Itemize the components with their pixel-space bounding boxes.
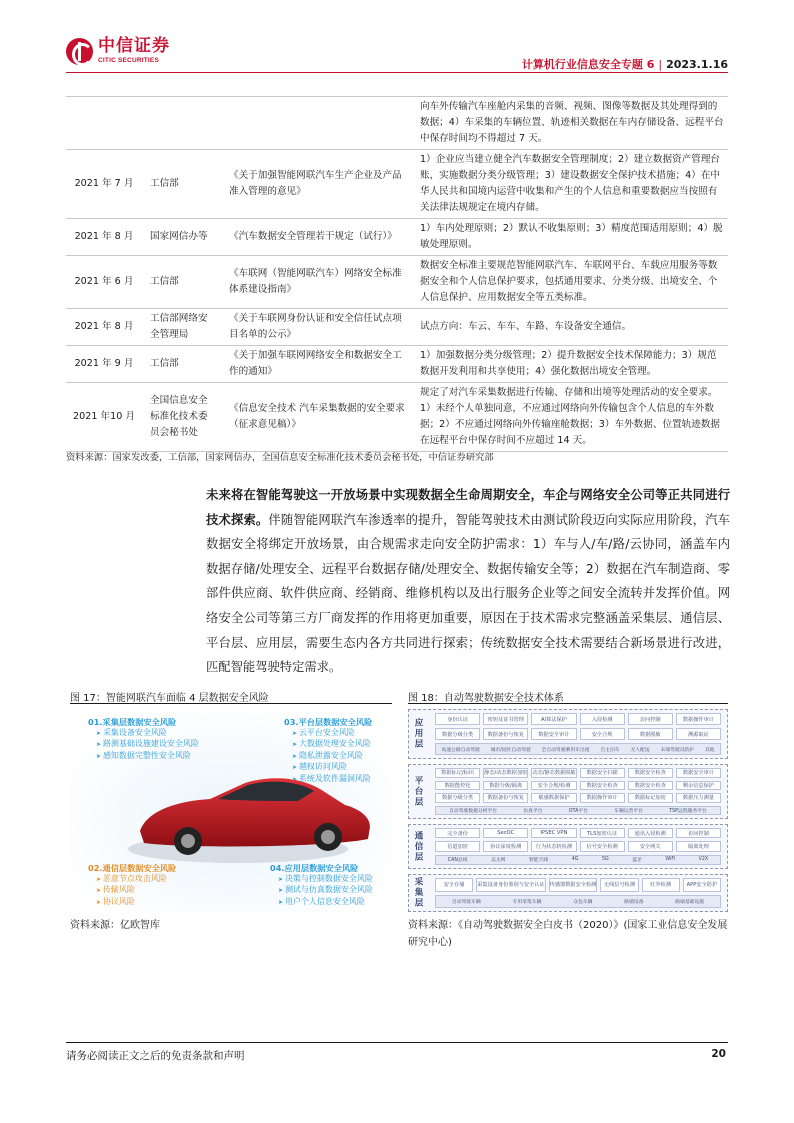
body-paragraph (206, 483, 730, 680)
risk-item: ➤ 测试与仿真数据安全风险 (278, 885, 373, 897)
fig17-figure (70, 709, 392, 913)
technology-cell: 数据分级/隔离 (483, 781, 528, 791)
technology-cell: 数据压力测量 (676, 793, 721, 803)
risk-item: ➤ 协议风险 (96, 897, 176, 909)
technology-cell: 安全合规 (580, 728, 625, 740)
technology-cell: 身份认证 (435, 713, 480, 725)
scenario-item: 4G (571, 857, 579, 863)
risk-item: ➤ 越权访问风险 (292, 762, 372, 774)
row-content: 1）车内处理原则；2）默认不收集原则；3）精度范围适用原则；4）脱敏处理原则。 (410, 219, 728, 256)
technology-cell: 无线信号检测 (600, 878, 638, 892)
table-row (66, 219, 728, 256)
row-date: 2021 年 8 月 (66, 309, 142, 346)
risk-item: ➤ 云平台安全风险 (292, 728, 372, 740)
technology-cell: 安全网关 (628, 841, 673, 851)
scenario-item: 众包车辆 (573, 899, 593, 905)
row-policy: 《信息安全技术 汽车采集数据的安全要求（征求意见稿）》 (221, 383, 410, 452)
risk-item: ➤ 隐私泄露安全风险 (292, 751, 372, 763)
scenario-item: 其他 (704, 747, 715, 753)
technology-cell: 完全备份 (435, 828, 480, 838)
scenario-item: V2X (698, 857, 709, 863)
technology-cell: 协议深度检测 (483, 841, 528, 851)
row-policy: 《车联网（智能网联汽车）网络安全标准体系建设指南》 (221, 256, 410, 309)
architecture-layer (408, 709, 728, 759)
risk-group (88, 717, 199, 762)
scenario-band (435, 743, 721, 755)
scenario-band (435, 855, 721, 865)
layer-label: 采集层 (413, 877, 423, 909)
scenario-item: OTA平台 (568, 808, 588, 814)
row-department: 工信部 (142, 346, 221, 383)
table-row (66, 346, 728, 383)
technology-cell: 数据标记/标识 (435, 768, 480, 778)
layer-label: 平台层 (413, 775, 423, 808)
row-policy: 《关于加强智能网联汽车生产企业及产品准入管理的意见》 (221, 150, 410, 219)
scenario-item: 以太网 (491, 858, 506, 864)
row-department: 全国信息安全标准化技术委员会秘书处 (142, 383, 221, 452)
row-policy: 《汽车数据安全管理若干规定（试行）》 (221, 219, 410, 256)
scenario-item: 城市/园区自动驾驶 (490, 747, 531, 753)
technology-cell: 数据操作审计 (580, 793, 625, 803)
row-department: 工信部网络安全管理局 (142, 309, 221, 346)
table-row (66, 256, 728, 309)
header-separator: | (658, 58, 663, 71)
scenario-item: 路端基础设施 (675, 899, 705, 905)
table-row (66, 383, 728, 452)
row-policy: 《关于加强车联网网络安全和数据安全工作的通知》 (221, 346, 410, 383)
scenario-item: TSP远程服务平台 (669, 808, 707, 814)
scenario-item: WiFi (665, 857, 676, 863)
risk-item: ➤ 用户个人信息安全风险 (278, 897, 373, 909)
row-department: 国家网信办等 (142, 219, 221, 256)
scenario-item: 智能天线 (528, 858, 549, 864)
row-content: 1）企业应当建立健全汽车数据安全管理制度；2）建立数据资产管理台账，实施数据分类分级管理；3）建设数据安全保护技术措施；4）在中华人民共和国境内运营中收集和产生的个人信息和重要数据应当按照有关法律法规规定在境内存储。 (410, 150, 728, 219)
risk-item: ➤ 恶意节点攻击风险 (96, 874, 176, 886)
row-content: 向车外传输汽车座舱内采集的音频、视频、图像等数据及其处理得到的数据；4）车采集的车辆位置、轨迹相关数据在车内存储设备、远程平台中保存时间均不得超过 7 天。 (410, 97, 728, 150)
risk-item: ➤ 路测基础设施建设安全风险 (96, 739, 199, 751)
page-number: 20 (711, 1048, 726, 1060)
technology-cell: 剩余信息保护 (676, 781, 721, 791)
header-rule (66, 72, 728, 73)
table-row (66, 97, 728, 150)
citic-logo-icon (66, 38, 93, 65)
technology-cell: 数据脱敏 (628, 728, 673, 740)
row-content: 1）加强数据分类分级管理；2）提升数据安全技术保障能力；3）规范数据开发利用和共享使用；4）强化数据出境安全管理。 (410, 346, 728, 383)
row-department: 工信部 (142, 150, 221, 219)
architecture-layer (408, 764, 728, 819)
logo-chinese-name: 中信证券 (98, 36, 170, 57)
fig18-rule (408, 703, 728, 704)
table-row (66, 309, 728, 346)
technology-cell: 行为状态机检测 (531, 841, 576, 851)
report-header (522, 56, 728, 72)
scenario-band (435, 895, 721, 909)
technology-cell: 数据安全扫描 (580, 768, 625, 778)
technology-cell: 数据能控化 (435, 781, 480, 791)
scenario-item: 蓝牙 (632, 858, 642, 864)
technology-cell: 密钥及证书管理 (483, 713, 528, 725)
row-date: 2021 年10 月 (66, 383, 142, 452)
paragraph-text: 伴随智能网联汽车渗透率的提升，智能驾驶技术由测试阶段迈向实际应用阶段，汽车数据安全将绑定开放场景，由合规需求走向安全防护需求：1）车与人/车/路/云协同，涵盖车内数据存储/处理安全、远程平台数据存储/处理安全、数据传输安全等；2）数据在汽车制造商、零部件供应商、软件供应商、经销商、维修机构以及出行服务企业等之间安全流转并发挥价值。网络安全公司等第三方厂商发挥的作用将更加重要，原因在于技术需求完整涵盖采集层、通信层、平台层、应用层，需要生态内各方共同进行探索；传统数据安全技术需要结合新场景进行改进，匹配智能驾驶特定需求。 (206, 512, 730, 675)
report-title: 计算机行业信息安全专题 6 (521, 58, 655, 71)
technology-cell: 数据安全审计 (531, 728, 576, 740)
scenario-item: 专用采集车辆 (512, 899, 542, 905)
technology-cell: 信号安全检测 (580, 841, 625, 851)
technology-cell: 访问控制 (628, 713, 673, 725)
risk-item: ➤ 采集设备安全风险 (96, 728, 199, 740)
fig18-figure (408, 709, 728, 913)
row-date: 2021 年 7 月 (66, 150, 142, 219)
technology-cell: 动态/静态数据脱敏 (531, 768, 576, 778)
row-date: 2021 年 8 月 (66, 219, 142, 256)
layer-label: 应用层 (413, 718, 423, 750)
risk-group-title: 03.平台层数据安全风险 (284, 717, 373, 727)
risk-group-title: 02.通信层数据安全风险 (88, 863, 177, 873)
report-date: 2023.1.16 (666, 58, 728, 71)
row-content: 数据安全标准主要规范智能网联汽车、车联网平台、车载应用服务等数据安全和个人信息保护要求，包括通用要求、分类分级、出境安全、个人信息保护、应用数据安全等五类标准。 (410, 256, 728, 309)
scenario-item: CAN总线 (447, 858, 468, 864)
scenario-item: 自动驾驶数据分析平台 (449, 808, 498, 814)
row-content: 规定了对汽车采集数据进行传输、存储和出境等处理活动的安全要求。1）未经个人单独同意，不应通过网络向外传输包含个人信息的车外数据；2）不应通过网络向外传输座舱数据；3）车外数据、位置轨迹数据在远程平台中保存时间不应超过 14 天。 (410, 383, 728, 452)
technology-cell: 通讯入侵检测 (628, 828, 673, 838)
technology-cell: 数据分级分类 (435, 793, 480, 803)
row-date: 2021 年 9 月 (66, 346, 142, 383)
risk-group (284, 717, 372, 785)
row-date: 2021 年 6 月 (66, 256, 142, 309)
fig17-rule (70, 703, 392, 704)
technology-cell: TLS加密认证 (580, 828, 625, 838)
technology-cell: 安全存储 (435, 878, 473, 892)
scenario-item: 无人配送 (630, 747, 650, 753)
citic-logo (66, 38, 170, 65)
technology-cell: 数据备份与恢复 (483, 793, 528, 803)
row-policy: 《关于车联网身份认证和安全信任试点项目名单的公示》 (221, 309, 410, 346)
technology-cell: IPSEC VPN (531, 828, 576, 838)
architecture-layer (408, 824, 728, 869)
technology-cell: 数据安全审计 (676, 768, 721, 778)
risk-item: ➤ 感知数据完整性安全风险 (96, 751, 199, 763)
technology-cell: 数据操作审计 (676, 713, 721, 725)
technology-cell: 静态/动态数据加密 (483, 768, 528, 778)
layer-label: 通信层 (413, 830, 423, 863)
technology-cell: SecOC (483, 828, 528, 838)
technology-cell: 数据备份与恢复 (483, 728, 528, 740)
risk-group-title: 04.应用层数据安全风险 (270, 863, 359, 873)
scenario-item: 高速公路自动驾驶 (441, 747, 480, 753)
technology-cell: 采集设备身份鉴别与安全认证 (476, 878, 545, 892)
row-department (142, 97, 221, 150)
fig18-source: 资料来源：《自动驾驶数据安全白皮书（2020）》(国家工业信息安全发展研究中心) (408, 920, 728, 948)
table-row (66, 150, 728, 219)
technology-cell: 访问控制 (676, 828, 721, 838)
technology-cell: 安全合规/检测 (531, 781, 576, 791)
paragraph-lead: 未来将在智能驾驶这一开放场景中实现数据全生命周期安全，车企与网络安全公司等正共同进行技术探索。 (206, 488, 730, 527)
table-source: 资料来源：国家发改委，工信部，国家网信办，全国信息安全标准化技术委员会秘书处，中信证券研究部 (66, 452, 494, 463)
footer-rule (66, 1042, 728, 1043)
technology-cell: 数据标记加密 (628, 793, 673, 803)
scenario-item: 末端驾驶员防护 (660, 747, 695, 753)
risk-item: ➤ 决策与控制数据安全风险 (278, 874, 373, 886)
risk-group (270, 863, 373, 908)
technology-cell: 传感器数据安全检测 (549, 878, 598, 892)
technology-cell: 红外检测 (642, 878, 680, 892)
architecture-layer (408, 874, 728, 912)
logo-english-name: CITIC SECURITIES (98, 57, 159, 65)
scenario-item: 全自动驾驶乘用车出租 (541, 747, 590, 753)
technology-cell: 数据安全检查 (628, 768, 673, 778)
risk-item: ➤ 系统及软件漏洞风险 (292, 774, 372, 786)
technology-cell: 入侵检测 (580, 713, 625, 725)
technology-cell: 溯源取证 (676, 728, 721, 740)
technology-cell: 数据分级分类 (435, 728, 480, 740)
scenario-item: 自动驾驶车辆 (451, 899, 481, 905)
scenario-item: 自主泊车 (600, 747, 620, 753)
footer-disclaimer: 请务必阅读正文之后的免责条款和声明 (66, 1050, 245, 1062)
row-content: 试点方向：车云、车车、车路、车设备安全通信。 (410, 309, 728, 346)
scenario-band (435, 806, 721, 816)
technology-cell: 隔离处理 (676, 841, 721, 851)
technology-cell: 数据安全检查 (580, 781, 625, 791)
row-department: 工信部 (142, 256, 221, 309)
risk-item: ➤ 传输风险 (96, 885, 176, 897)
risk-group-title: 01.采集层数据安全风险 (88, 717, 177, 727)
scenario-item: 车辆运营平台 (614, 808, 643, 814)
technology-cell: 数据安全检查 (628, 781, 673, 791)
fig17-title: 图 17：智能网联汽车面临 4 层数据安全风险 (70, 693, 269, 704)
technology-cell: AI算法保护 (531, 713, 576, 725)
technology-cell: 敏感数据保护 (531, 793, 576, 803)
risk-item: ➤ 大数据处理安全风险 (292, 739, 372, 751)
technology-cell: APP安全防护 (683, 878, 721, 892)
scenario-item: 路端设备 (624, 899, 644, 905)
row-date (66, 97, 142, 150)
scenario-item: 5G (601, 857, 609, 863)
risk-group (88, 863, 176, 908)
scenario-item: 仿真平台 (523, 808, 543, 814)
fig18-title: 图 18：自动驾驶数据安全技术体系 (408, 693, 564, 704)
regulation-table (66, 96, 728, 452)
fig17-source: 资料来源：亿欧智库 (70, 920, 160, 931)
row-policy (221, 97, 410, 150)
technology-cell: 信道加密 (435, 841, 480, 851)
